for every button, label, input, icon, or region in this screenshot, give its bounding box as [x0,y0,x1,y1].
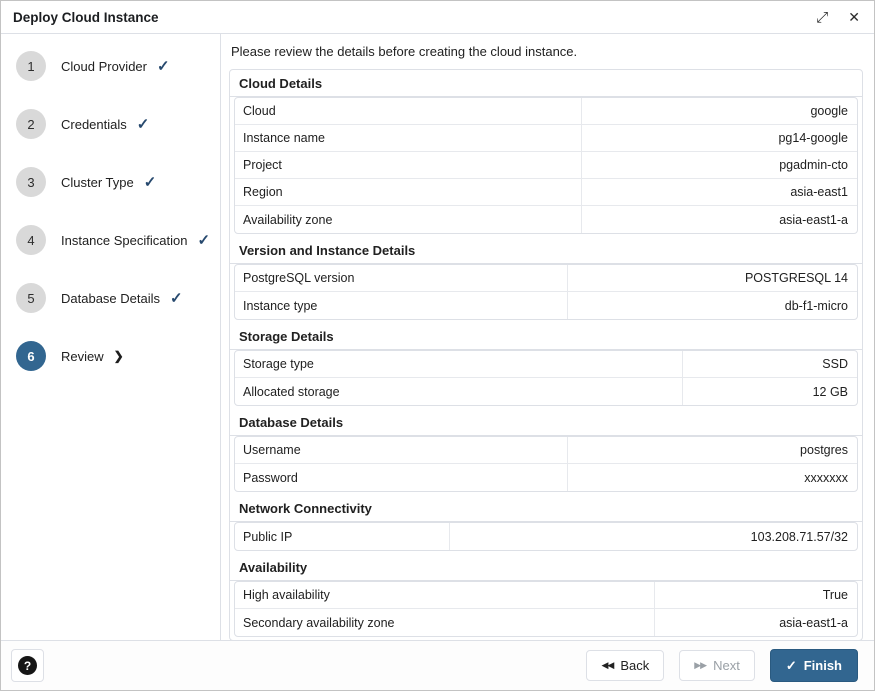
table-row [235,378,857,405]
row-label: Instance type [235,292,568,319]
row-label: Region [235,179,582,205]
row-label: Public IP [235,523,450,550]
section-header-version-instance: Version and Instance Details [230,237,862,264]
section-header-availability: Availability [230,554,862,581]
next-button[interactable] [679,650,755,681]
row-value: True [822,588,848,602]
row-value: 103.208.71.57/32 [750,529,848,544]
step-number-badge: 3 [16,167,46,197]
row-value: pg14-google [778,131,848,145]
table-row [235,582,857,609]
step-number-badge: 2 [16,109,46,139]
table-row [235,179,857,206]
row-value: asia-east1-a [779,615,848,630]
row-value: db-f1-micro [784,298,848,313]
row-label: Allocated storage [235,378,683,405]
section-header-database-details: Database Details [230,409,862,436]
step-cloud-provider[interactable] [1,37,220,95]
row-label: Username [235,437,568,463]
review-panel [221,34,874,640]
help-icon: ? [18,656,37,675]
review-intro-text: Please review the details before creating the cloud instance. [231,44,578,59]
finish-check-icon: ✓ [785,657,797,673]
table-row [235,292,857,319]
wizard-steps-sidebar [1,34,221,640]
step-label: Cluster Type [61,174,134,190]
row-value: asia-east1 [790,185,848,199]
step-done-check-icon: ✓ [197,232,211,249]
row-value: google [810,104,848,118]
section-rows-version-instance [234,264,858,320]
row-value: SSD [822,357,848,371]
row-value: postgres [800,443,848,457]
table-row [235,609,857,636]
row-value: pgadmin-cto [779,158,848,172]
table-row [235,125,857,152]
row-label: Password [235,464,568,491]
section-header-cloud-details: Cloud Details [230,70,862,97]
next-arrows-icon: ▶▶ [694,660,707,670]
row-label: Project [235,152,582,178]
dialog-footer [1,640,874,690]
step-number-badge: 6 [16,341,46,371]
step-label: Database Details [61,290,160,306]
step-active-chevron-icon: ❯ [113,349,124,363]
table-row [235,206,857,233]
row-label: Instance name [235,125,582,151]
table-row [235,351,857,378]
row-label: High availability [235,582,655,608]
step-done-check-icon: ✓ [157,58,170,75]
section-header-storage-details: Storage Details [230,323,862,350]
row-label: Secondary availability zone [235,609,655,636]
section-rows-availability [234,581,858,637]
section-rows-storage-details [234,350,858,406]
help-button[interactable] [11,649,44,682]
review-summary-box [229,69,863,640]
finish-button[interactable] [770,649,858,682]
step-label: Cloud Provider [61,58,147,74]
dialog-titlebar [1,1,874,34]
close-icon[interactable]: ✕ [848,9,860,25]
step-number-badge: 1 [16,51,46,81]
row-label: Cloud [235,98,582,124]
finish-button-label: Finish [803,658,842,673]
row-value: 12 GB [812,384,848,399]
step-number-badge: 4 [16,225,46,255]
step-done-check-icon: ✓ [136,116,150,133]
table-row [235,265,857,292]
table-row [235,437,857,464]
step-database-details[interactable] [1,269,220,327]
step-done-check-icon: ✓ [170,290,183,307]
maximize-icon[interactable]: ⤢ [816,8,829,26]
step-label: Instance Specification [61,232,188,248]
back-button[interactable] [586,650,664,681]
step-cluster-type[interactable] [1,153,220,211]
row-value: xxxxxxx [804,470,848,485]
section-header-network-connectivity: Network Connectivity [230,495,862,522]
row-label: PostgreSQL version [235,265,568,291]
next-button-label: Next [713,658,740,673]
step-number-badge: 5 [16,283,46,313]
table-row [235,523,857,550]
section-rows-cloud-details [234,97,858,234]
step-instance-specification[interactable] [1,211,220,269]
step-done-check-icon: ✓ [143,174,157,191]
table-row [235,464,857,491]
section-rows-database-details [234,436,858,492]
section-rows-network-connectivity [234,522,858,551]
step-label: Review [61,348,104,364]
step-review[interactable] [1,327,220,385]
table-row [235,98,857,125]
row-value: POSTGRESQL 14 [744,271,848,285]
row-label: Storage type [235,351,683,377]
back-button-label: Back [620,658,650,673]
row-value: asia-east1-a [779,212,848,227]
dialog-title: Deploy Cloud Instance [13,9,159,25]
table-row [235,152,857,179]
back-arrows-icon: ◀◀ [601,660,614,670]
step-label: Credentials [61,116,127,132]
step-credentials[interactable] [1,95,220,153]
row-label: Availability zone [235,206,582,233]
